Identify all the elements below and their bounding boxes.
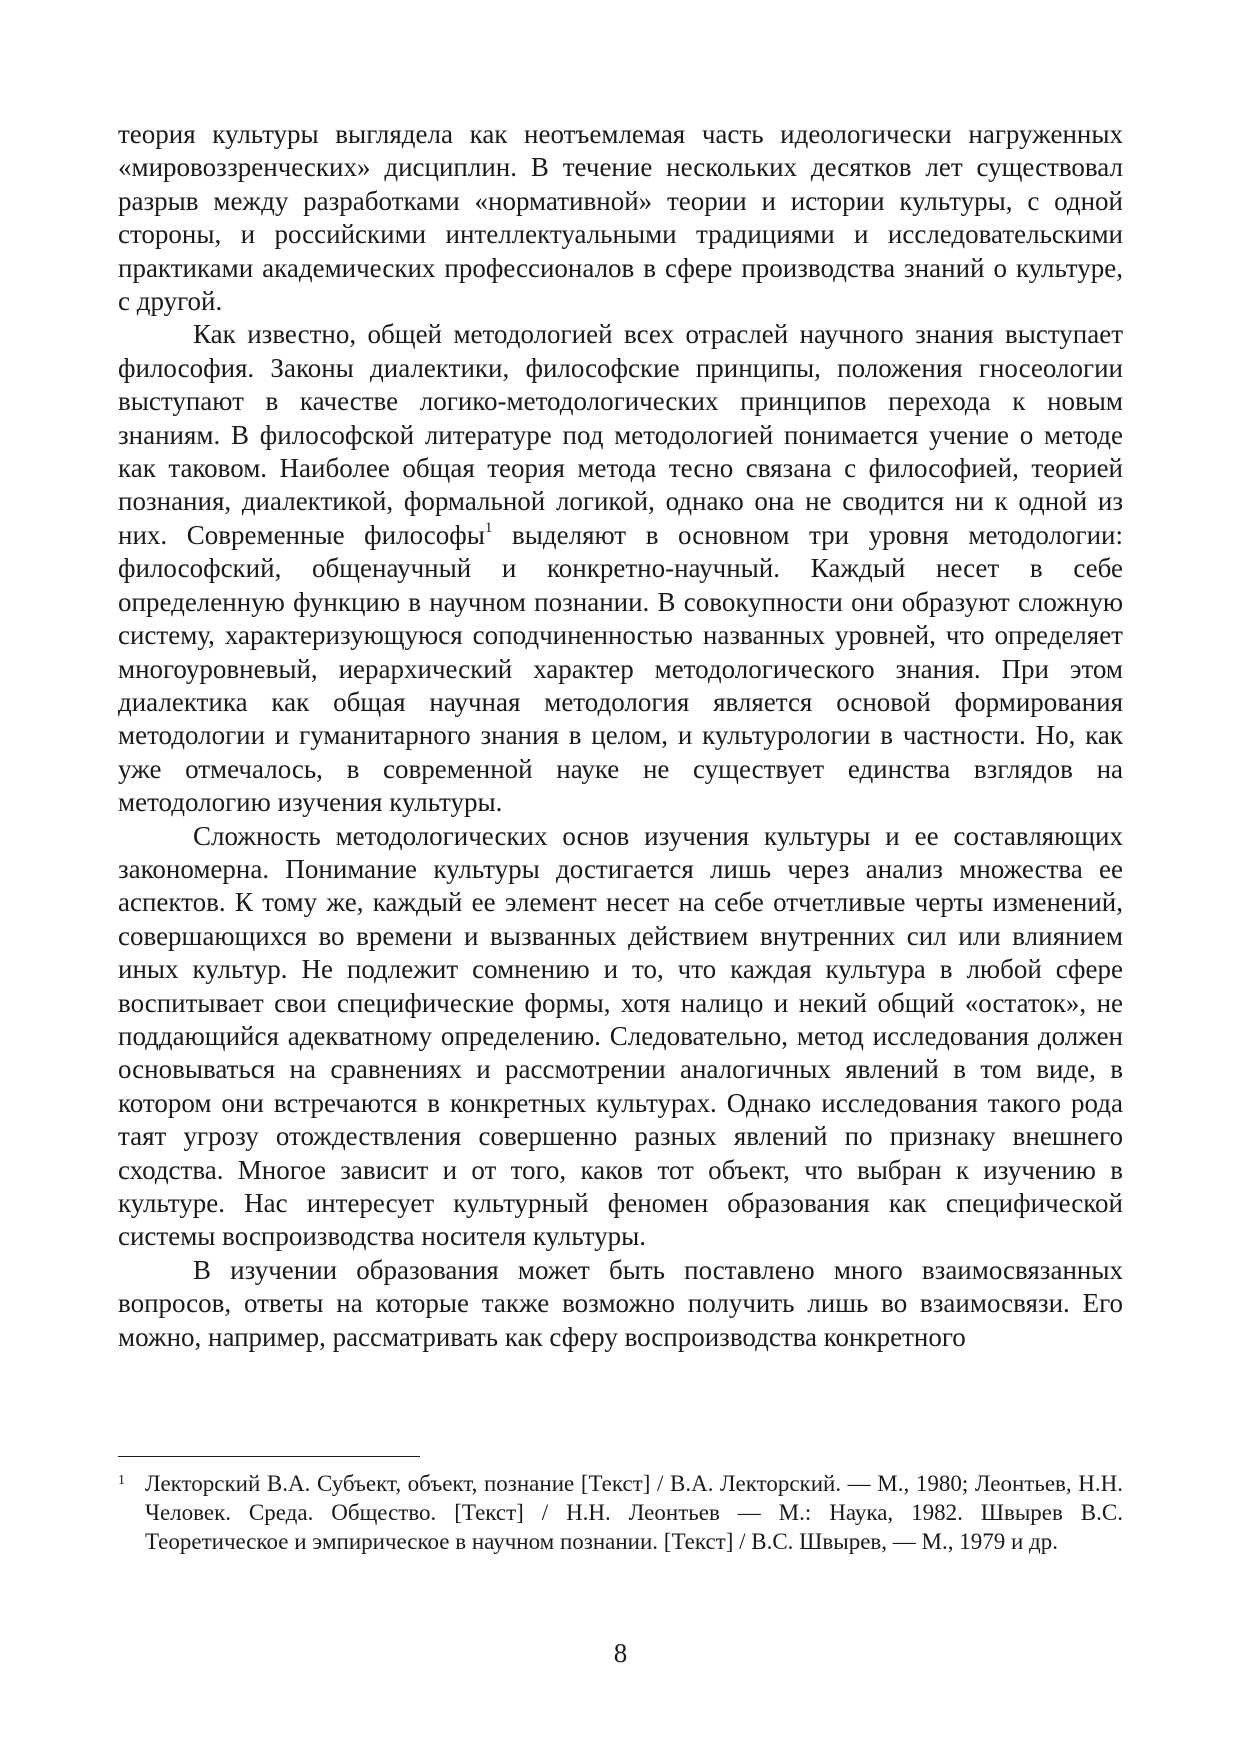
- paragraph-4: В изучении образования может быть поставлено много взаимосвязанных вопросов, ответы на которые также возможно получить лишь во взаимосвязи. Его можно, например, рассматривать как сферу воспроизводства конкретного: [118, 1254, 1123, 1352]
- paragraph-2-part-a: Как известно, общей методологией всех отраслей научного знания выступает философия. Законы диалектики, философские принципы, положения гносеологии выступают в качестве логико-методологических принципов перехода к новым знаниям. В философской литературе под методологией понимается учение о методе как таковом. Наиболее общая теория метода тесно связана с философией, теорией познания, диалектикой, формальной логикой, однако она не сводится ни к одной из них. Современные философы: [118, 319, 1123, 550]
- main-text: [118, 118, 1123, 1354]
- footnote-text: Лекторский В.А. Субъект, объект, познание [Текст] / В.А. Лекторский. — М., 1980; Леонтьев, Н.Н. Человек. Среда. Общество. [Текст] / Н.Н. Леонтьев — М.: Наука, 1982. Швырев В.С. Теоретическое и эмпирическое в научном познании. [Текст] / В.С. Швырев, — М., 1979 и др.: [145, 1471, 1123, 1554]
- footnote-separator: [118, 1456, 420, 1457]
- footnote-1: [118, 1469, 1123, 1556]
- footnote-reference[interactable]: 1: [484, 519, 493, 536]
- paragraph-1: теория культуры выглядела как неотъемлемая часть идеологически нагруженных «мировоззренческих» дисциплин. В течение нескольких десятков лет существовал разрыв между разработками «нормативной» теории и истории культуры, с одной стороны, и российскими интеллектуальными традициями и исследовательскими практиками академических профессионалов в сфере производства знаний о культуре, с другой.: [118, 119, 1123, 317]
- paragraph-2: [118, 318, 1123, 819]
- footnote-area: [118, 1456, 1123, 1556]
- page-body: [118, 118, 1123, 1354]
- page-number: 8: [613, 1638, 628, 1668]
- paragraph-2-part-b: выделяют в основном три уровня методологии: философский, общенаучный и конкретно-научный. Каждый несет в себе определенную функцию в научном познании. В совокупности они образуют сложную систему, характеризующуюся соподчиненностью названных уровней, что определяет многоуровневый, иерархический характер методологического знания. При этом диалектика как общая научная методология является основой формирования методологии и гуманитарного знания в целом, и культурологии в частности. Но, как уже отмечалось, в современной науке не существует единства взглядов на методологию изучения культуры.: [118, 519, 1123, 818]
- paragraph-3: Сложность методологических основ изучения культуры и ее составляющих закономерна. Понимание культуры достигается лишь через анализ множества ее аспектов. К тому же, каждый ее элемент несет на себе отчетливые черты изменений, совершающихся во времени и вызванных действием внутренних сил или влиянием иных культур. Не подлежит сомнению и то, что каждая культура в любой сфере воспитывает свои специфические формы, хотя налицо и некий общий «остаток», не поддающийся адекватному определению. Следовательно, метод исследования должен основываться на сравнениях и рассмотрении аналогичных явлений в том виде, в котором они встречаются в конкретных культурах. Однако исследования такого рода таят угрозу отождествления совершенно разных явлений по признаку внешнего сходства. Многое зависит и от того, каков тот объект, что выбран к изучению в культуре. Нас интересует культурный феномен образования как специфической системы воспроизводства носителя культуры.: [118, 820, 1123, 1252]
- footnote-mark: 1: [118, 1473, 125, 1488]
